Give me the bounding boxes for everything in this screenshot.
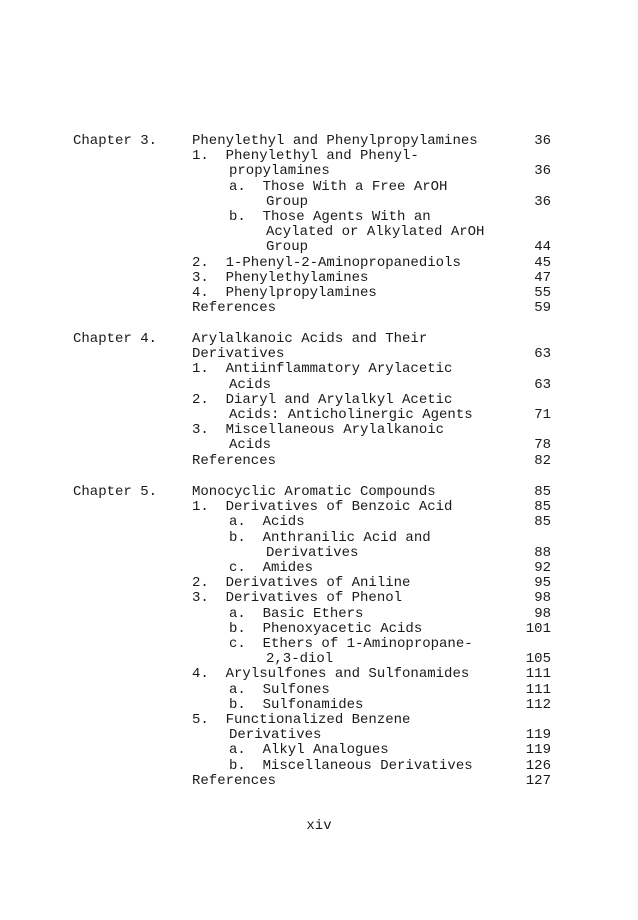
toc-entry-page: 101 (525, 620, 551, 637)
toc-entry-title: 1. Phenylethyl and Phenyl- (192, 148, 419, 165)
toc-entry-page: 55 (534, 285, 551, 301)
toc-entry-title: 3. Phenylethylamines (192, 269, 369, 286)
toc-entry-page: 98 (534, 605, 551, 622)
toc-entry-title: Acids: Anticholinergic Agents (229, 407, 473, 423)
toc-entry-title: a. Basic Ethers (229, 605, 364, 622)
toc-entry-title: 3. Derivatives of Phenol (192, 590, 403, 607)
toc-entry-title: b. Those Agents With an (229, 209, 431, 225)
toc-entry-page: 82 (534, 452, 551, 469)
toc-entry-title: a. Alkyl Analogues (229, 742, 389, 759)
chapter-label: Chapter 3. (73, 133, 158, 149)
toc-entry-page: 63 (534, 376, 551, 393)
toc-entry-page: 85 (534, 514, 551, 531)
toc-entry-title: 1. Derivatives of Benzoic Acid (192, 499, 453, 516)
toc-entry-title: Phenylethyl and Phenylpropylamines (192, 133, 478, 149)
toc-entry-title: b. Phenoxyacetic Acids (229, 620, 423, 637)
toc-entry-page: 45 (534, 254, 551, 271)
toc-entry-title: a. Those With a Free ArOH (229, 178, 448, 195)
toc-entry-title: Arylalkanoic Acids and Their (192, 331, 428, 347)
toc-entry-page: 85 (534, 499, 551, 516)
toc-entry-page: 78 (534, 437, 551, 454)
toc-entry-title: c. Amides (229, 560, 314, 576)
toc-entry-page: 111 (525, 681, 551, 698)
toc-entry-page: 36 (534, 193, 551, 210)
toc-entry-title: Derivatives (266, 544, 359, 561)
toc-entry-title: Derivatives (192, 346, 285, 363)
toc-entry-page: 36 (534, 163, 551, 180)
toc-entry-title: 2. Derivatives of Aniline (192, 575, 411, 592)
toc-entry-title: c. Ethers of 1-Aminopropane- (229, 636, 473, 652)
toc-entry-title: Monocyclic Aromatic Compounds (192, 484, 436, 500)
toc-entry-page: 119 (525, 727, 551, 744)
toc-entry-page: 47 (534, 269, 551, 286)
toc-entry-page: 88 (534, 544, 551, 561)
toc-entry-title: Acids (229, 376, 272, 393)
toc-entry-title: 3. Miscellaneous Arylalkanoic (192, 422, 445, 439)
toc-entry-title: b. Sulfonamides (229, 696, 364, 713)
toc-entry-title: a. Acids (229, 514, 305, 531)
toc-entry-title: 1. Antiinflammatory Arylacetic (192, 361, 453, 378)
toc-entry-page: 112 (525, 696, 551, 713)
toc-entry-title: References (192, 452, 277, 469)
chapter-label: Chapter 4. (73, 331, 158, 347)
chapter-label: Chapter 5. (73, 484, 158, 500)
toc-entry-title: Group (266, 193, 309, 210)
toc-entry-page: 126 (525, 757, 551, 774)
toc-entry-title: References (192, 300, 277, 317)
toc-entry-page: 98 (534, 590, 551, 607)
toc-entry-title: Group (266, 239, 309, 256)
toc-entry-title: propylamines (229, 163, 330, 180)
page-number: xiv (306, 818, 332, 834)
toc-entry-page: 63 (534, 346, 551, 363)
toc-entry-page: 127 (525, 772, 551, 789)
toc-entry-title: 2. Diaryl and Arylalkyl Acetic (192, 391, 453, 408)
toc-entry-page: 105 (525, 651, 551, 668)
toc-entry-title: b. Miscellaneous Derivatives (229, 757, 473, 774)
toc-entry-title: 2,3-diol (266, 651, 334, 668)
toc-entry-title: 5. Functionalized Benzene (192, 712, 411, 728)
toc-entry-page: 59 (534, 300, 551, 317)
toc-entry-title: Derivatives (229, 727, 322, 744)
toc-entry-title: 4. Arylsulfones and Sulfonamides (192, 666, 470, 683)
toc-entry-page: 85 (534, 484, 551, 500)
toc-entry-title: a. Sulfones (229, 681, 330, 698)
toc-entry-title: Acylated or Alkylated ArOH (266, 224, 485, 241)
toc-entry-page: 95 (534, 575, 551, 592)
toc-entry-page: 111 (525, 666, 551, 683)
toc-entry-page: 71 (534, 407, 551, 423)
toc-entry-title: Acids (229, 437, 272, 454)
toc-entry-title: 4. Phenylpropylamines (192, 285, 377, 301)
toc-entry-title: b. Anthranilic Acid and (229, 529, 431, 546)
toc-entry-page: 92 (534, 560, 551, 576)
toc-entry-title: References (192, 772, 277, 789)
toc-entry-page: 119 (525, 742, 551, 759)
toc-entry-title: 2. 1-Phenyl-2-Aminopropanediols (192, 254, 461, 271)
toc-entry-page: 44 (534, 239, 551, 256)
toc-entry-page: 36 (534, 133, 551, 149)
